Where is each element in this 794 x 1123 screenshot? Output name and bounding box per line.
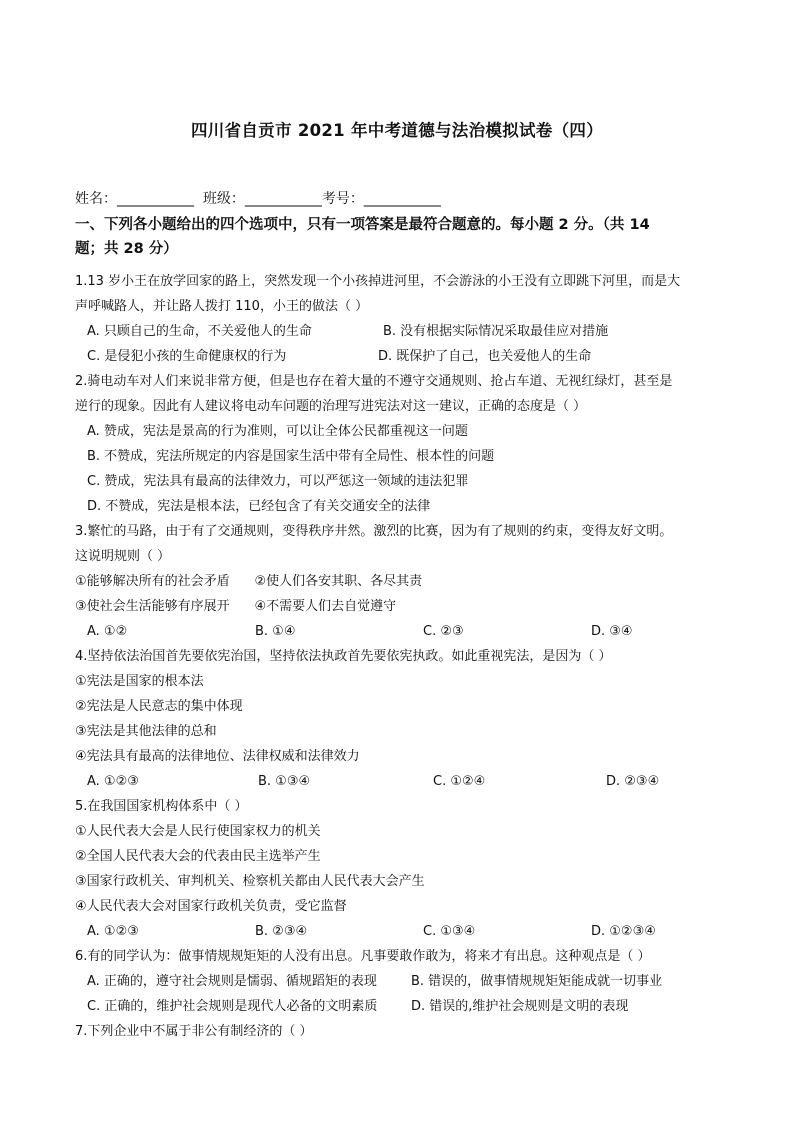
statement-line: ①人民代表大会是人民行使国家权力的机关 bbox=[75, 824, 321, 839]
option-b: B. 没有根据实际情况采取最佳应对措施 bbox=[383, 324, 609, 339]
question-text: 这说明规则（ ） bbox=[75, 549, 171, 564]
statement-line: ②全国人民代表大会的代表由民主选举产生 bbox=[75, 849, 321, 864]
question-text: 7.下列企业中不属于非公有制经济的（ ） bbox=[75, 1024, 313, 1039]
section-heading-line: 一、下列各小题给出的四个选项中，只有一项答案是最符合题意的。每小题 2 分。（共 14 bbox=[75, 217, 650, 233]
option-a: A. 只顾自己的生命，不关爱他人的生命 bbox=[87, 324, 312, 339]
question-text: 6.有的同学认为：做事情规规矩矩的人没有出息。凡事要敢作敢为，将来才有出息。这种观点是（ ） bbox=[75, 949, 651, 964]
option-b: B. 不赞成，宪法所规定的内容是国家生活中带有全局性、根本性的问题 bbox=[87, 449, 495, 464]
option-b: B. 错误的，做事情规规矩矩能成就一切事业 bbox=[411, 974, 663, 989]
question-text: 逆行的现象。因此有人建议将电动车问题的治理写进宪法对这一建议，正确的态度是（ ） bbox=[75, 399, 587, 414]
option-a: A. ①② bbox=[87, 624, 128, 639]
statement-line: ②宪法是人民意志的集中体现 bbox=[75, 699, 243, 714]
option-c: C. ②③ bbox=[423, 624, 464, 639]
option-b: B. ①③④ bbox=[258, 774, 311, 789]
option-d: D. ②③④ bbox=[606, 774, 660, 789]
option-d: D. 错误的,维护社会规则是文明的表现 bbox=[411, 999, 629, 1014]
option-c: C. ①③④ bbox=[423, 924, 476, 939]
statement-line: ④人民代表大会对国家行政机关负责，受它监督 bbox=[75, 899, 347, 914]
question-text: 1.13 岁小王在放学回家的路上，突然发现一个小孩掉进河里，不会游泳的小王没有立即跳下河里，而是大 bbox=[75, 274, 681, 289]
statement-line: ③使社会生活能够有序展开 ④不需要人们去自觉遵守 bbox=[75, 599, 397, 614]
option-c: C. ①②④ bbox=[433, 774, 486, 789]
option-d: D. ③④ bbox=[591, 624, 633, 639]
question-text: 声呼喊路人，并让路人拨打 110，小王的做法（ ） bbox=[75, 299, 369, 314]
statement-line: ③国家行政机关、审判机关、检察机关都由人民代表大会产生 bbox=[75, 874, 425, 889]
section-heading-line: 题；共 28 分） bbox=[75, 241, 178, 257]
option-d: D. 既保护了自己，也关爱他人的生命 bbox=[378, 349, 592, 364]
statement-line: ③宪法是其他法律的总和 bbox=[75, 724, 217, 739]
option-a: A. ①②③ bbox=[87, 924, 139, 939]
option-a: A. 赞成，宪法是景高的行为准则，可以让全体公民都重视这一问题 bbox=[87, 424, 468, 439]
statement-line: ①能够解决所有的社会矛盾 ②使人们各安其职、各尽其责 bbox=[75, 574, 423, 589]
section-heading bbox=[75, 213, 725, 261]
option-d: D. 不赞成，宪法是根本法，已经包含了有关交通安全的法律 bbox=[87, 499, 431, 514]
question-text: 4.坚持依法治国首先要依宪治国，坚持依法执政首先要依宪执政。如此重视宪法，是因为（ ） bbox=[75, 649, 612, 664]
statement-line: ④宪法具有最高的法律地位、法律权威和法律效力 bbox=[75, 749, 360, 764]
option-c: C. 是侵犯小孩的生命健康权的行为 bbox=[87, 349, 287, 364]
option-a: A. ①②③ bbox=[87, 774, 139, 789]
question-text: 3.繁忙的马路，由于有了交通规则，变得秩序井然。激烈的比赛，因为有了规则的约束，变得友好文明。 bbox=[75, 524, 673, 539]
option-c: C. 正确的，维护社会规则是现代人必备的文明素质 bbox=[87, 999, 378, 1014]
option-a: A. 正确的，遵守社会规则是懦弱、循规蹈矩的表现 bbox=[87, 974, 377, 989]
student-info-line: 姓名：___________ 班级：___________考号：___________ bbox=[75, 191, 441, 207]
question-text: 5.在我国国家机构体系中（ ） bbox=[75, 799, 248, 814]
option-b: B. ①④ bbox=[255, 624, 296, 639]
option-d: D. ①②③④ bbox=[591, 924, 656, 939]
page-title: 四川省自贡市 2021 年中考道德与法治模拟试卷（四） bbox=[190, 121, 603, 140]
option-c: C. 赞成，宪法具有最高的法律效力，可以严惩这一领域的违法犯罪 bbox=[87, 474, 469, 489]
statement-line: ①宪法是国家的根本法 bbox=[75, 674, 204, 689]
option-b: B. ②③④ bbox=[255, 924, 308, 939]
question-text: 2.骑电动车对人们来说非常方便，但是也存在着大量的不遵守交通规则、抢占车道、无视红绿灯，甚至是 bbox=[75, 374, 673, 389]
